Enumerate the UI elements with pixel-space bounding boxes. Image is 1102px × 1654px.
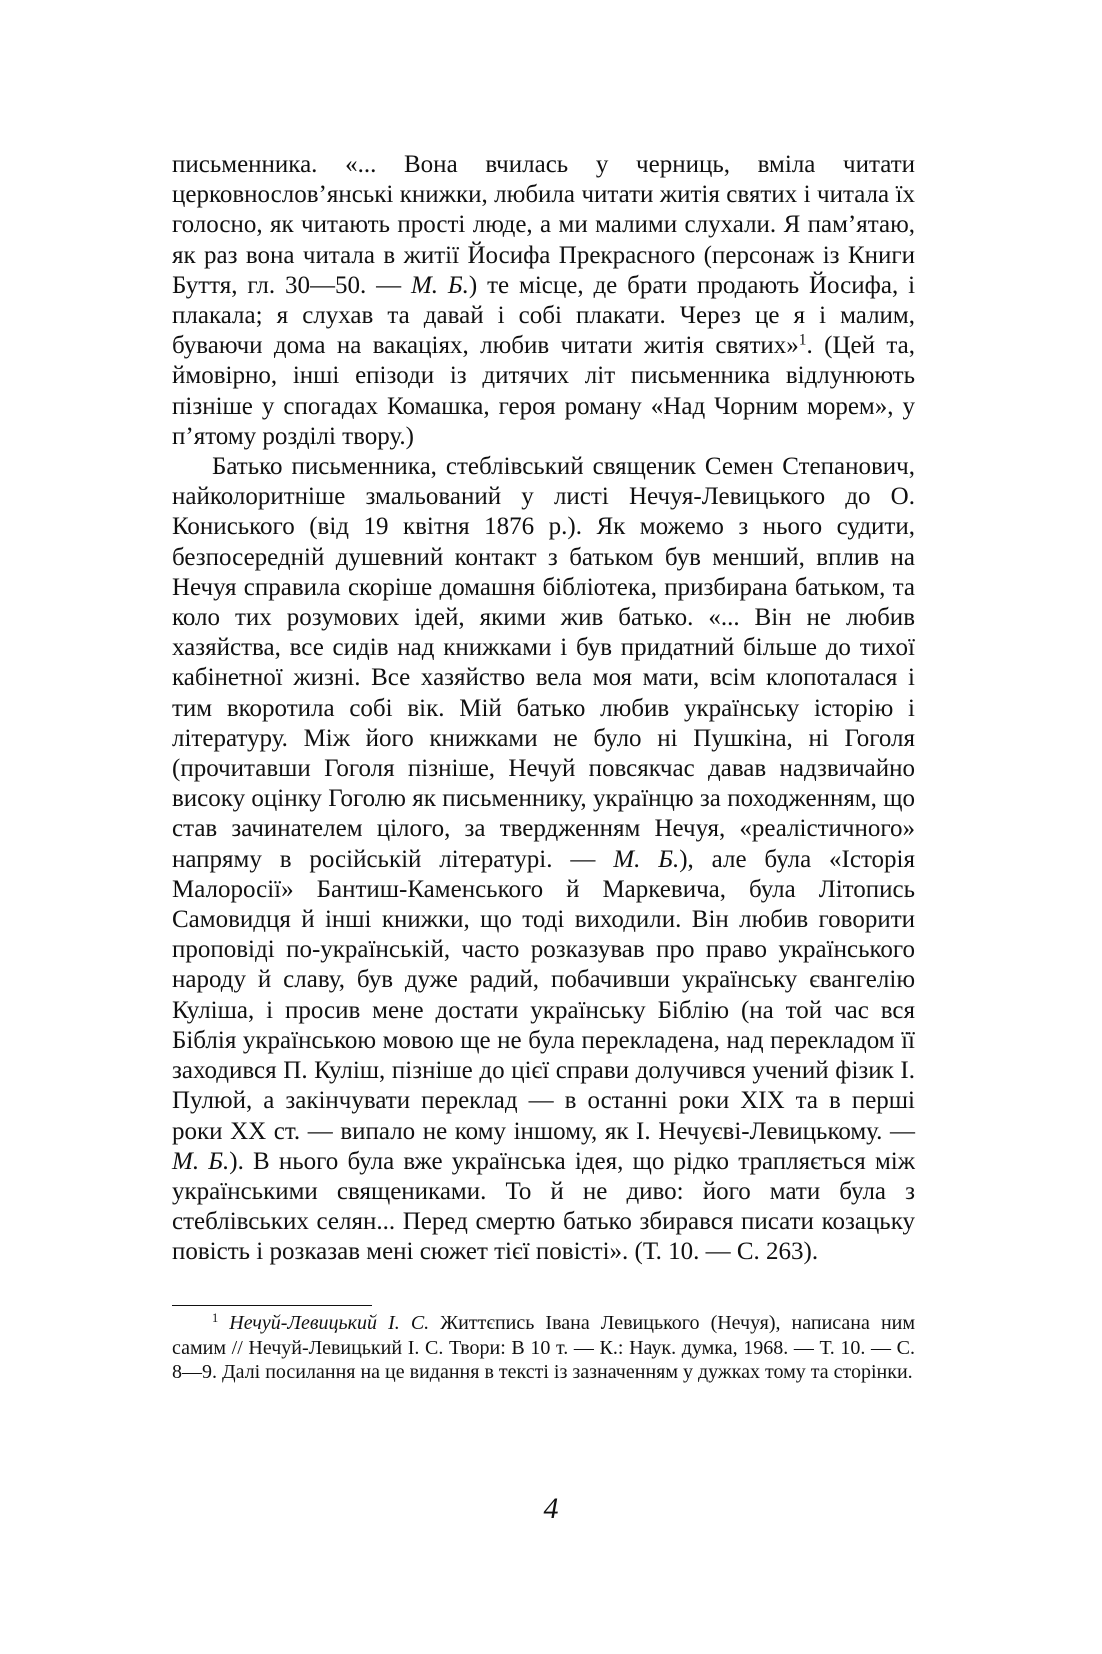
author-initials: М. Б.: [172, 1147, 230, 1175]
paragraph-1: [172, 150, 915, 452]
author-initials: М. Б.: [410, 271, 469, 299]
footnote-text: Життєпись Івана Левицького (Нечуя), написана ним самим // Нечуй-Левицький І. С. Твори: В 10 т. — К.: Наук. думка, 1968. — Т. 10. — С. 8—9. Далі посилання на це видання в тексті із зазначенням у дужках тому та сторінки.: [172, 1312, 916, 1384]
paragraph-1-text-c: . (Цей та, ймовірно, інші епізоди із дитячих літ письменника відлунюють пізніше у спогадах Комашка, героя роману «Над Чорним морем», у п’ятому розділі твору.): [172, 332, 916, 450]
page-number: 4: [543, 1492, 559, 1525]
paragraph-2-text-c: ). В нього була вже українська ідея, що рідко трапляється між українськими священиками. То й не диво: його мати була з стеблівських селян... Перед смертю батько збирався писати козацьку повість і розказав мені сюжет тієї повісті». (Т. 10. — С. 263).: [172, 1147, 915, 1266]
main-text: [172, 150, 915, 1268]
paragraph-2-text-b: ), але була «Історія Малоросії» Бантиш-Каменського й Маркевича, була Літопись Самовидця й інші книжки, що тоді виходили. Він любив говорити проповіді по-українській, часто розказував про право українського народу й славу, був дуже радий, побачивши українську євангелію Куліша, і просив мене достати українську Біблію (на той час вся Біблія українською мовою ще не була перекладена, над перекладом її заходився П. Куліш, пізніше до цієї справи долучився учений фізик І. Пулюй, а закінчувати переклад — в останні роки XIX та в перші роки XX ст. — випало не кому іншому, як І. Нечуєві-Левицькому. —: [172, 845, 916, 1145]
footnote-divider: [172, 1305, 372, 1306]
paragraph-1-text-a: письменника. «... Вона вчилась у черниць, вміла читати церковнослов’янські книжки, любила читати житія святих і читала їх голосно, як читають прості люде, а ми малими слухали. Я пам’ятаю, як раз вона читала в житії Йосифа Прекрасного (персонаж із Книги Буття, гл. 30—50. —: [172, 151, 915, 299]
paragraph-1-text-b: ) те місце, де брати продають Йосифа, і плакала; я слухав та давай і собі плакати. Через це я і малим, буваючи дома на вакаціях, любив читати житія святих»: [172, 271, 916, 360]
footnote: [172, 1311, 915, 1385]
footnote-author: Нечуй-Левицький І. С.: [229, 1312, 430, 1334]
footnote-number: 1: [212, 1311, 219, 1326]
footnote-reference[interactable]: 1: [798, 331, 807, 349]
paragraph-2-text-a: Батько письменника, стеблівський священик Семен Степанович, найколоритніше змальований у листі Нечуя-Левицького до О. Кониського (від 19 квітня 1876 р.). Як можемо з нього судити, безпосередній душевний контакт з батьком був менший, вплив на Нечуя справила скоріше домашня бібліотека, призбирана батьком, та коло тих розумових ідей, якими жив батько. «... Він не любив хазяйства, все сидів над книжками і був придатний більше до тихої кабінетної жизні. Все хазяйство вела моя мати, всім клопоталася і тим вкоротила собі вік. Мій батько любив українську історію і літературу. Між його книжками не було ні Пушкіна, ні Гоголя (прочитавши Гоголя пізніше, Нечуй повсякчас давав надзвичайно високу оцінку Гоголю як письменнику, українцю за походженням, що став зачинателем цілого, за твердженням Нечуя, «реалістичного» напряму в російській літературі. —: [172, 453, 915, 873]
author-initials: М. Б.: [613, 845, 680, 873]
paragraph-2: [172, 452, 915, 1267]
